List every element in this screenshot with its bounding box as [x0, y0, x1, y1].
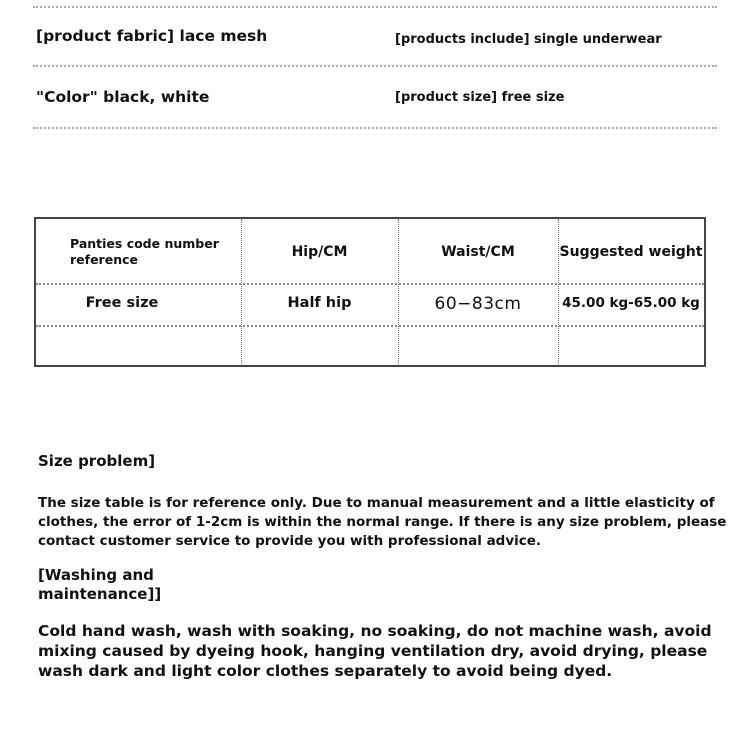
cell-waist-range: 60−83cm: [434, 294, 522, 314]
washing-heading-line2: maintenance]]: [38, 585, 162, 603]
size-table: [34, 217, 706, 367]
product-fabric: [product fabric] lace mesh: [36, 27, 268, 45]
product-color: "Color" black, white: [36, 88, 210, 106]
divider-middle: [33, 65, 717, 67]
header-waist: Waist/CM: [441, 244, 515, 260]
washing-heading-line1: [Washing and: [38, 566, 154, 584]
washing-text: Cold hand wash, wash with soaking, no soaking, do not machine wash, avoid mixing caused by dyeing hook, hanging ventilation dry, avoid drying, please wash dark and light color clothes separately to avoid being dyed.: [38, 622, 712, 680]
header-suggested-weight: Suggested weight: [559, 244, 703, 260]
cell-weight-range: 45.00 kg-65.00 kg: [562, 295, 700, 311]
product-size: [product size] free size: [395, 90, 565, 105]
size-problem-heading: Size problem]: [38, 452, 156, 470]
size-problem-text: The size table is for reference only. Due to manual measurement and a little elasticity of clothes, the error of 1-2cm is within the normal range. If there is any size problem, please contact customer service to provide you with professional advice.: [38, 495, 727, 549]
divider-bottom: [33, 127, 717, 129]
cell-half-hip: Half hip: [287, 295, 352, 311]
divider-top: [33, 6, 717, 8]
table-row-divider: [36, 325, 704, 327]
header-hip: Hip/CM: [291, 244, 348, 260]
products-include: [products include] single underwear: [395, 32, 662, 47]
header-panties-code: Panties code number reference: [70, 236, 219, 267]
cell-free-size: Free size: [85, 295, 159, 311]
